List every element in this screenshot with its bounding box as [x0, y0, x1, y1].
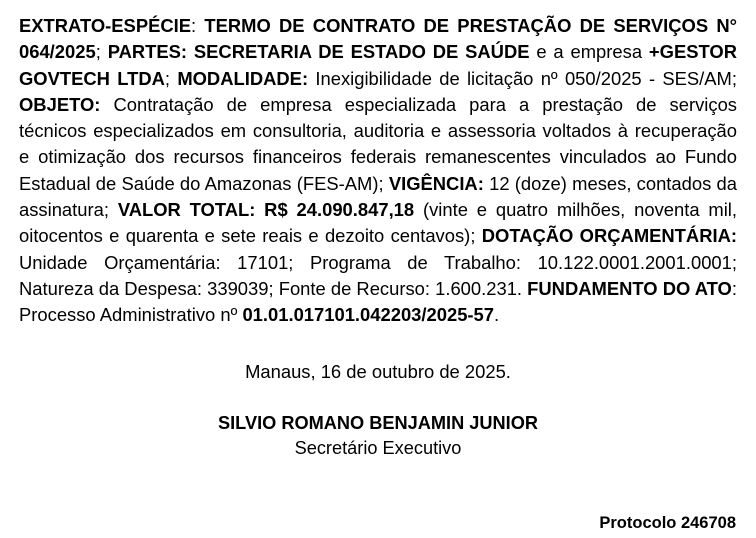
modality-value: Inexigibilidade de licitação nº 050/2025 - SES/AM [315, 67, 732, 89]
total-value-words: (vinte e quatro milhões, noventa mil, oitocentos e quarenta e sete reais e dezoito centavos) [19, 199, 737, 247]
budget-label: DOTAÇÃO ORÇAMENTÁRIA: [481, 225, 737, 247]
company-name: +GESTOR GOVTECH LTDA [19, 41, 737, 89]
total-value-label: VALOR TOTAL: R$ 24.090.847,18 [117, 199, 415, 221]
basis-label: FUNDAMENTO DO ATO [527, 277, 732, 299]
validity-label: VIGÊNCIA: [388, 172, 484, 194]
validity-value: 12 (doze) meses, contados da assinatura [19, 172, 737, 221]
extract-paragraph: EXTRATO-ESPÉCIE: TERMO DE CONTRATO DE PRESTAÇÃO DE SERVIÇOS N° 064/2025; PARTES: SECRETARIA DE ESTADO DE SAÚDE e a empresa +GESTOR GOVTECH LTDA; MODALIDADE: Inexigibilidade de licitação nº 050/2025 - SES/AM; OBJETO: Contratação de empresa especializada para a prestação de serviços técnicos especializados em consultoria, auditoria e assessoria voltados à recuperação e otimização dos recursos financeiros federais remanescentes vinculados ao Fundo Estadual de Saúde do Amazonas (FES-AM); VIGÊNCIA: 12 (doze) meses, contados da assinatura; VALOR TOTAL: R$ 24.090.847,18 (vinte e quatro milhões, noventa mil, oitocentos e quarenta e sete reais e dezoito centavos); DOTAÇÃO ORÇAMENTÁRIA: Unidade Orçamentária: 17101; Programa de Trabalho: 10.122.0001.2001.0001; Natureza da Despesa: 339039; Fonte de Recurso: 1.600.231. FUNDAMENTO DO ATO: Processo Administrativo nº 01.01.017101.042203/2025-57. [19, 15, 737, 326]
signer-name: SILVIO ROMANO BENJAMIN JUNIOR [218, 412, 538, 433]
object-value: Contratação de empresa especializada para a prestação de serviços técnicos especializados em consultoria, auditoria e assessoria voltados à recuperação e otimização dos recursos financeiros federais remanescentes vinculados ao Fundo Estadual de Saúde do Amazonas (FES-AM) [19, 93, 737, 194]
signer-role: Secretário Executivo [294, 437, 462, 458]
parties-label: PARTES: SECRETARIA DE ESTADO DE SAÚDE [107, 41, 530, 63]
signature-block [19, 411, 737, 461]
basis-value: Processo Administrativo nº [19, 304, 238, 326]
budget-value: Unidade Orçamentária: 17101; Programa de Trabalho: 10.122.0001.2001.0001; Natureza da Despesa: 339039; Fonte de Recurso: 1.600.231. [19, 251, 737, 299]
document [19, 13, 737, 461]
parties-connector: e a empresa [536, 41, 643, 63]
protocol-number: Protocolo 246708 [599, 514, 736, 532]
object-label: OBJETO: [19, 93, 101, 115]
place-date: Manaus, 16 de outubro de 2025. [245, 360, 511, 382]
process-number: 01.01.017101.042203/2025-57 [242, 304, 495, 326]
modality-label: MODALIDADE: [177, 67, 309, 89]
contract-title: TERMO DE CONTRATO DE PRESTAÇÃO DE SERVIÇOS N° 064/2025 [19, 15, 737, 63]
extract-title-label: EXTRATO-ESPÉCIE [19, 15, 192, 36]
